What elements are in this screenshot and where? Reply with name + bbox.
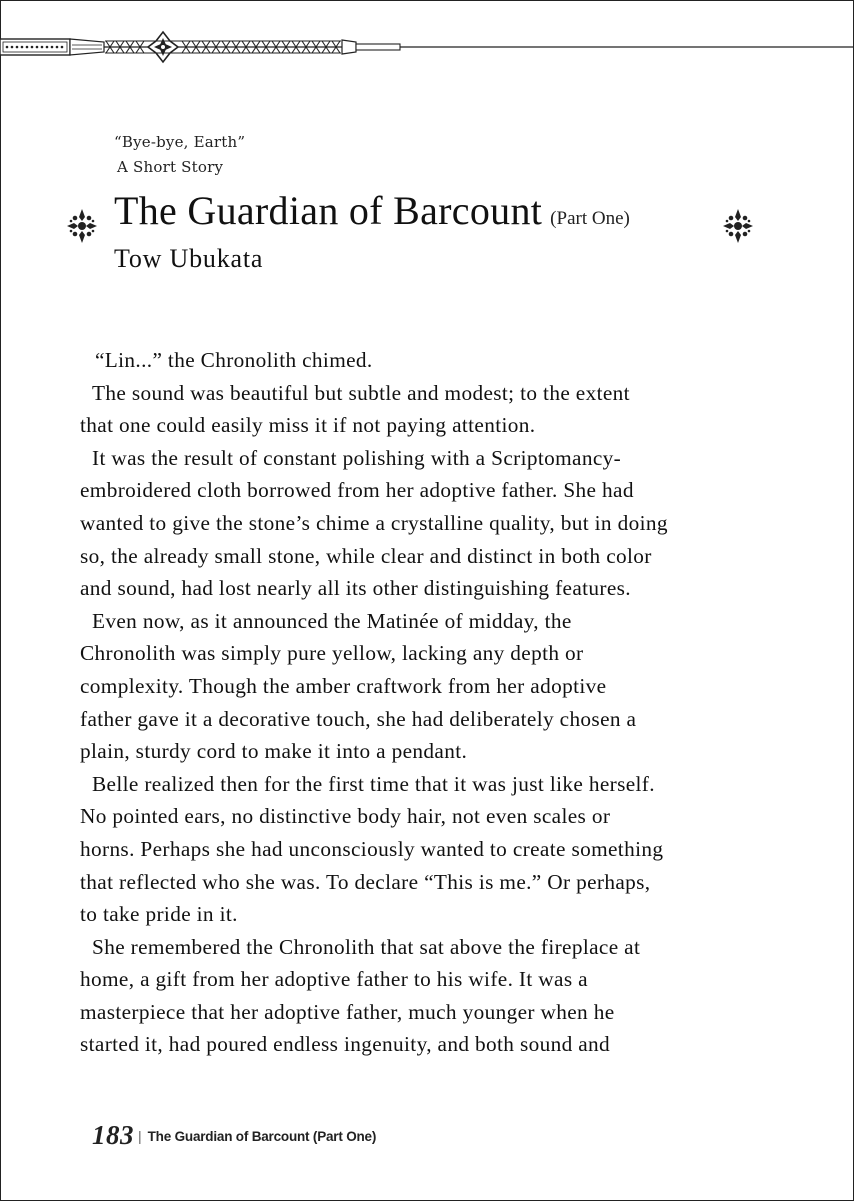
body-line: She remembered the Chronolith that sat above the fireplace at: [92, 934, 641, 959]
body-line: plain, sturdy cord to make it into a pendant.: [80, 739, 468, 764]
body-line: Belle realized then for the first time that it was just like herself.: [92, 771, 655, 796]
running-title: The Guardian of Barcount (Part One): [147, 1129, 377, 1144]
body-line: wanted to give the stone’s chime a crystalline quality, but in doing: [80, 510, 668, 535]
decorative-border-icon: [0, 30, 854, 64]
body-line: “Lin...” the Chronolith chimed.: [95, 348, 373, 372]
body-line: embroidered cloth borrowed from her adoptive father. She had: [80, 478, 634, 503]
body-line: that one could easily miss it if not paying attention.: [80, 413, 536, 438]
body-line: The sound was beautiful but subtle and modest; to the extent: [92, 380, 630, 405]
story-kicker: “Bye-bye, Earth”: [114, 133, 246, 151]
part-label: (Part One): [550, 208, 630, 229]
story-body: [80, 344, 770, 1061]
body-line: started it, had poured endless ingenuity, and both sound and: [80, 1032, 611, 1057]
page-footer: [92, 1120, 376, 1151]
body-line: No pointed ears, no distinctive body hair, not even scales or: [80, 804, 611, 829]
page-number: 183: [92, 1120, 134, 1150]
fleuron-icon: [722, 206, 754, 246]
body-line: to take pride in it.: [80, 902, 238, 927]
title-row: [114, 187, 630, 234]
footer-separator: |: [138, 1128, 142, 1144]
body-line: that reflected who she was. To declare “This is me.” Or perhaps,: [80, 869, 651, 894]
body-line: home, a gift from her adoptive father to his wife. It was a: [80, 967, 588, 992]
body-line: so, the already small stone, while clear and distinct in both color: [80, 543, 652, 568]
body-line: horns. Perhaps she had unconsciously wanted to create something: [80, 836, 664, 861]
author-name: Tow Ubukata: [114, 244, 264, 273]
body-line: and sound, had lost nearly all its other distinguishing features.: [80, 576, 631, 601]
body-line: masterpiece that her adoptive father, much younger when he: [80, 999, 615, 1024]
story-type: A Short Story: [117, 158, 224, 176]
body-line: It was the result of constant polishing with a Scriptomancy-: [92, 445, 622, 470]
body-line: Chronolith was simply pure yellow, lacking any depth or: [80, 641, 584, 666]
fleuron-icon: [66, 206, 98, 246]
story-title: The Guardian of Barcount: [114, 188, 543, 233]
body-line: Even now, as it announced the Matinée of midday, the: [92, 608, 572, 633]
body-line: father gave it a decorative touch, she had deliberately chosen a: [80, 706, 637, 731]
body-line: complexity. Though the amber craftwork from her adoptive: [80, 673, 607, 698]
